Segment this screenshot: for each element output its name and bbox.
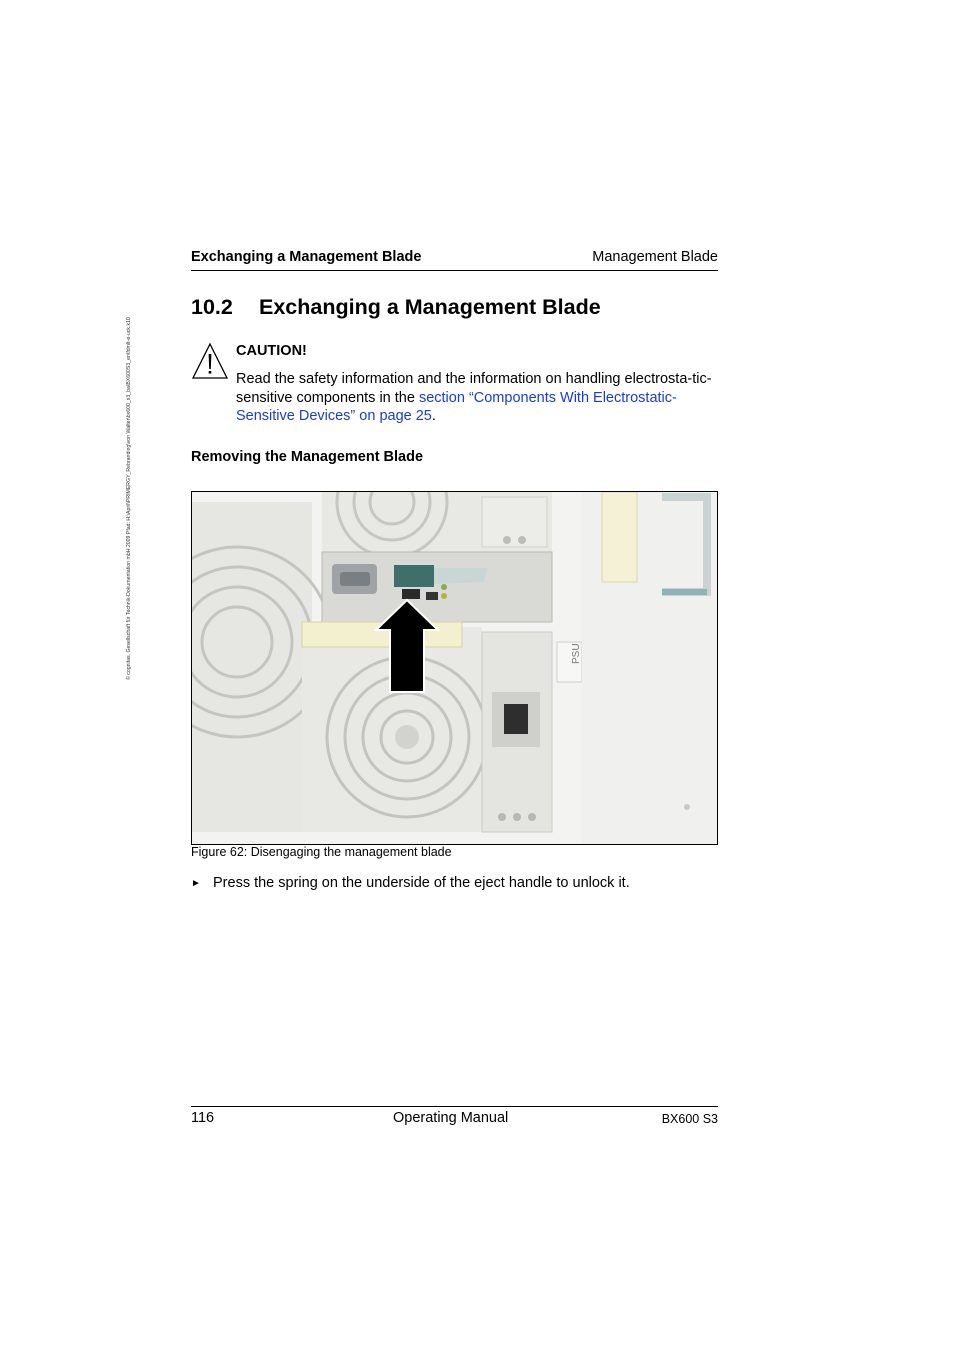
page-number: 116 bbox=[191, 1110, 215, 1126]
section-title-text: Exchanging a Management Blade bbox=[259, 295, 601, 319]
esd-section-link[interactable]: section “Components With Electrostatic-Sensitive Devices” on page 25 bbox=[236, 389, 677, 425]
section-title bbox=[191, 295, 601, 320]
footer-product: BX600 S3 bbox=[661, 1112, 718, 1126]
warning-triangle-icon bbox=[190, 341, 230, 381]
header-rule bbox=[191, 270, 718, 271]
figure-image bbox=[192, 492, 717, 844]
subheading: Removing the Management Blade bbox=[191, 449, 424, 465]
side-note bbox=[118, 240, 138, 680]
psu-label: PSU bbox=[571, 643, 582, 664]
caution-text-before: Read the safety information and the information on handling electrosta-tic-sensitive components in the bbox=[236, 371, 712, 406]
figure-caption: Figure 62: Disengaging the management blade bbox=[191, 845, 452, 859]
running-header-right: Management Blade bbox=[592, 249, 718, 265]
step-item bbox=[191, 875, 630, 891]
side-note-text: © cognitas. Gesellschaft für Technik-Dokumentation mbH 2009 Pfad: H:\April\PRIMERGY_Rebranding\von Walter\bx600_s3_ba\BX600S3_en\fdmlt-e-uck.k10 bbox=[126, 317, 132, 680]
caution-text bbox=[236, 370, 720, 426]
footer-manual-title: Operating Manual bbox=[393, 1110, 509, 1126]
section-number: 10.2 bbox=[191, 295, 233, 319]
triangle-bullet-icon: ► bbox=[191, 878, 201, 889]
figure-62 bbox=[191, 491, 718, 845]
step-text: Press the spring on the underside of the eject handle to unlock it. bbox=[213, 875, 630, 891]
footer-rule bbox=[191, 1106, 718, 1107]
caution-text-after: . bbox=[431, 408, 436, 425]
running-header-left: Exchanging a Management Blade bbox=[191, 249, 422, 265]
caution-label: CAUTION! bbox=[236, 343, 307, 359]
